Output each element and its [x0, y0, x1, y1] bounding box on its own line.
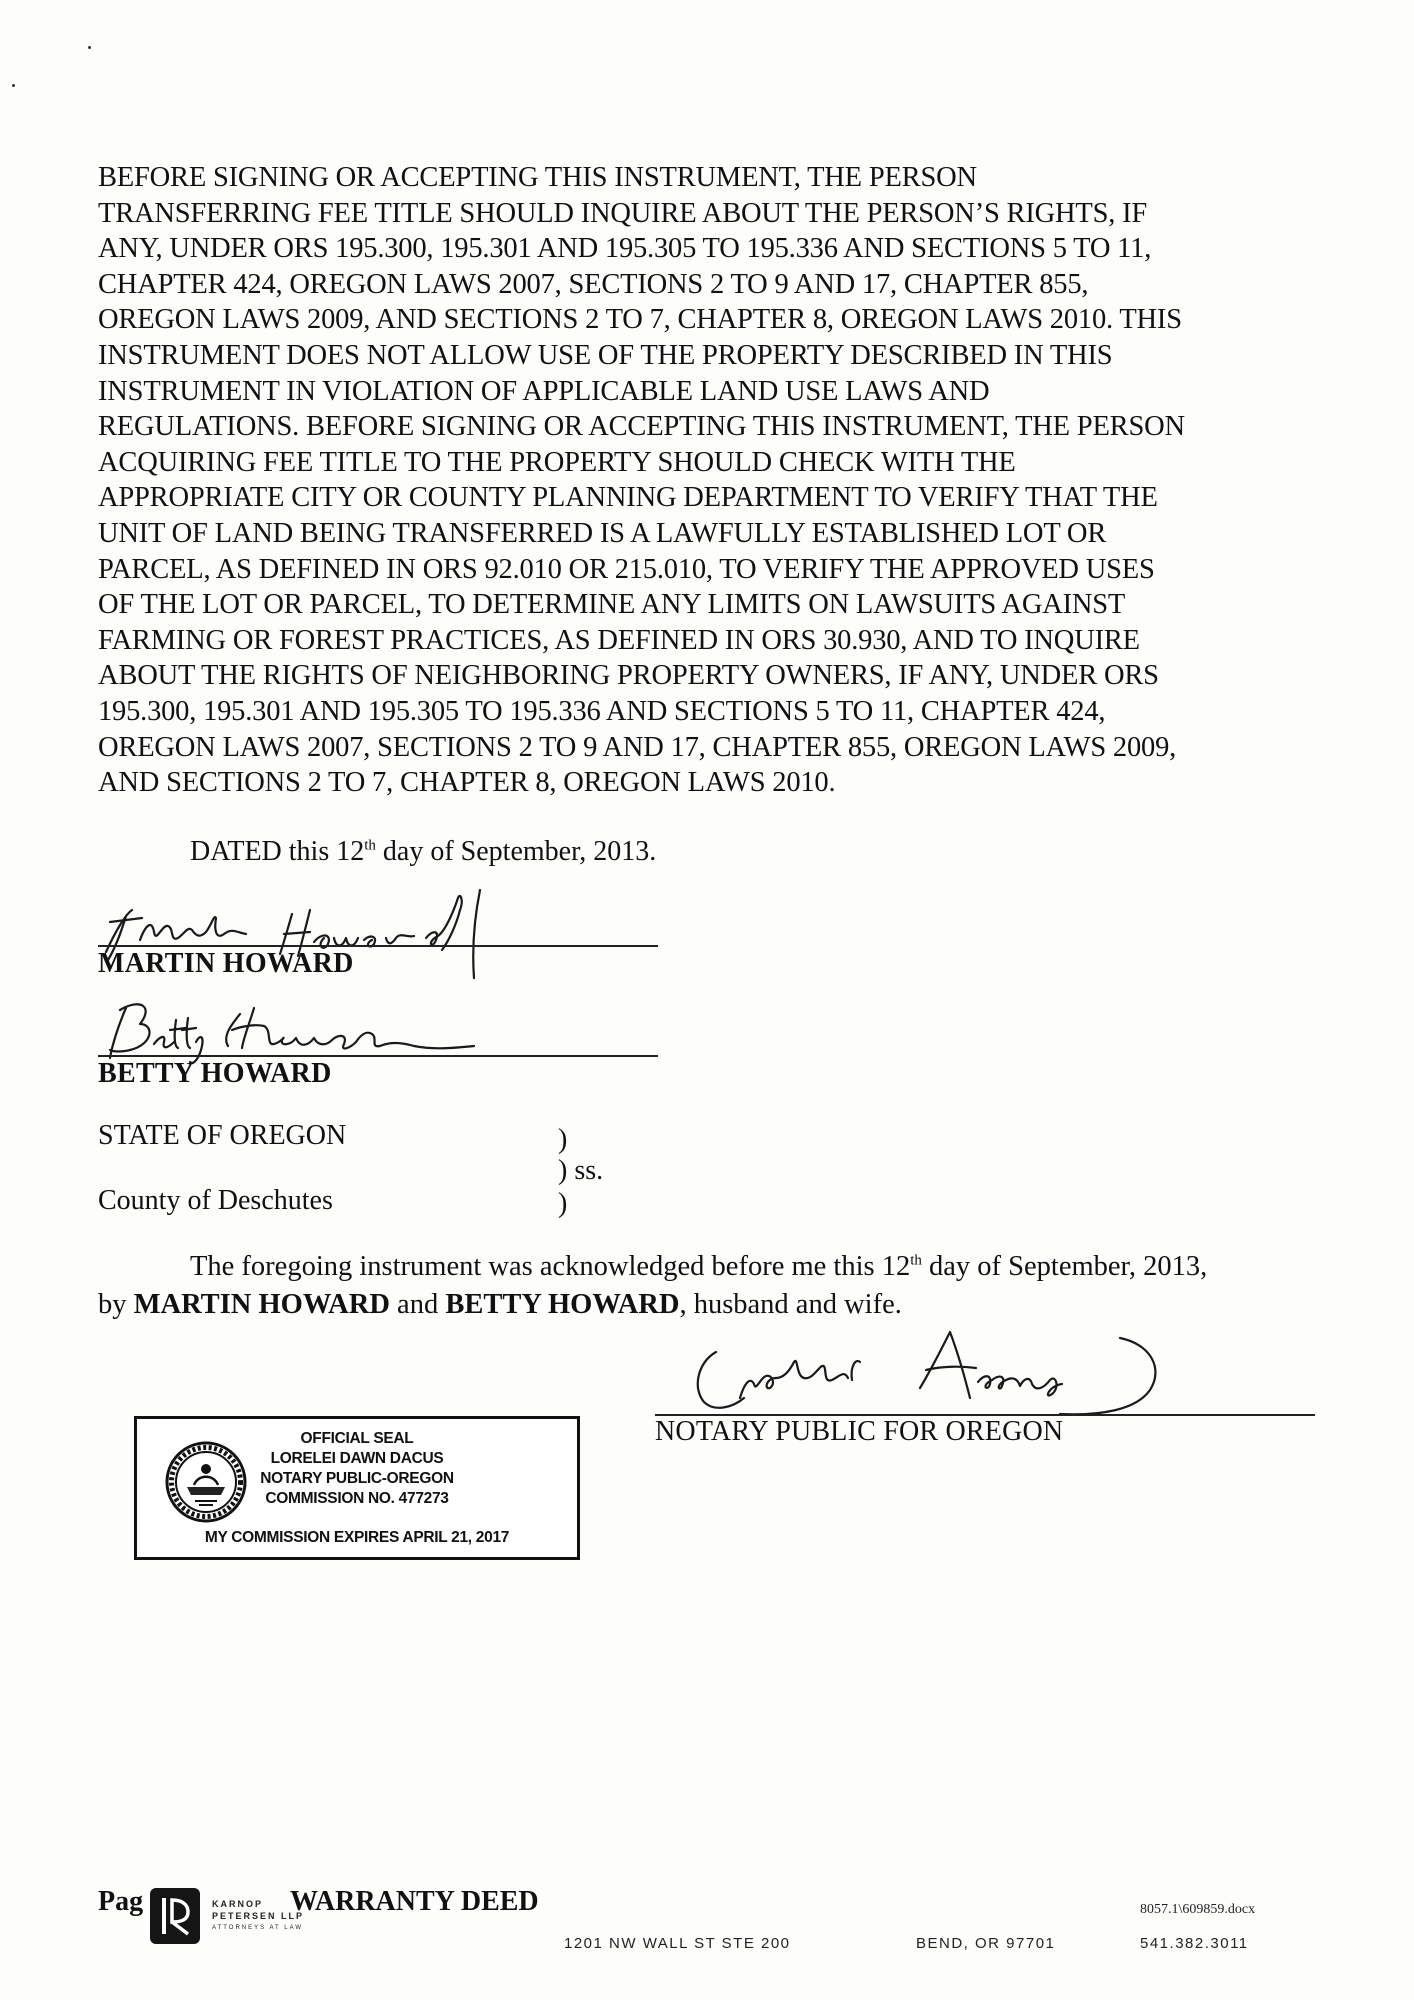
firm-name-line-2: PETERSEN LLP	[212, 1911, 305, 1921]
disclaimer-line: PARCEL, AS DEFINED IN ORS 92.010 OR 215.010, TO VERIFY THE APPROVED USES	[98, 553, 1155, 585]
disclaimer-line: OF THE LOT OR PARCEL, TO DETERMINE ANY LIMITS ON LAWSUITS AGAINST	[98, 589, 1126, 621]
acknowledgment-line-1	[98, 1248, 1328, 1286]
stamp-text-block	[257, 1429, 457, 1509]
disclaimer-line: BEFORE SIGNING OR ACCEPTING THIS INSTRUMENT, THE PERSON	[98, 162, 977, 193]
venue-bracket-top: )	[558, 1124, 568, 1155]
scan-speck	[12, 84, 15, 87]
law-firm-logo-icon	[150, 1888, 200, 1944]
venue-state: STATE OF OREGON	[98, 1120, 347, 1151]
dated-ordinal: th	[364, 837, 376, 854]
ack-name-martin: MARTIN HOWARD	[133, 1289, 390, 1320]
disclaimer-line: UNIT OF LAND BEING TRANSFERRED IS A LAWFULLY ESTABLISHED LOT OR	[98, 517, 1107, 549]
footer-phone: 541.382.3011	[1140, 1935, 1249, 1952]
disclaimer-line: OREGON LAWS 2007, SECTIONS 2 TO 9 AND 17, CHAPTER 855, OREGON LAWS 2009,	[98, 731, 1177, 763]
disclaimer-line: CHAPTER 424, OREGON LAWS 2007, SECTIONS 2 TO 9 AND 17, CHAPTER 855,	[98, 268, 1089, 300]
disclaimer-line: ACQUIRING FEE TITLE TO THE PROPERTY SHOULD CHECK WITH THE	[98, 446, 1016, 478]
disclaimer-line: FARMING OR FOREST PRACTICES, AS DEFINED IN ORS 30.930, AND TO INQUIRE	[98, 624, 1140, 656]
footer-address: 1201 NW WALL ST STE 200	[564, 1935, 791, 1952]
venue-county: County of Deschutes	[98, 1185, 333, 1216]
ack-text: The foregoing instrument was acknowledged before me this 12	[190, 1251, 911, 1282]
firm-tagline: ATTORNEYS AT LAW	[212, 1925, 304, 1931]
footer-file-reference: 8057.1\609859.docx	[1140, 1902, 1256, 1917]
disclaimer-line: APPROPRIATE CITY OR COUNTY PLANNING DEPARTMENT TO VERIFY THAT THE	[98, 482, 1158, 514]
dated-line	[190, 836, 656, 868]
disclaimer-line: OREGON LAWS 2009, AND SECTIONS 2 TO 7, CHAPTER 8, OREGON LAWS 2010. THIS	[98, 304, 1182, 336]
dated-prefix: DATED this 12	[190, 836, 365, 867]
land-use-disclaimer	[98, 160, 1328, 801]
stamp-notary-title: NOTARY PUBLIC-OREGON	[260, 1470, 454, 1487]
ack-tail: , husband and wife.	[679, 1289, 902, 1320]
disclaimer-line: INSTRUMENT DOES NOT ALLOW USE OF THE PROPERTY DESCRIBED IN THIS	[98, 339, 1113, 371]
disclaimer-line: ABOUT THE RIGHTS OF NEIGHBORING PROPERTY OWNERS, IF ANY, UNDER ORS	[98, 660, 1159, 692]
martin-howard-name: MARTIN HOWARD	[98, 948, 354, 979]
scan-speck	[88, 46, 91, 49]
stamp-commission-number: COMMISSION NO. 477273	[265, 1490, 449, 1507]
venue-bracket-bottom: )	[558, 1188, 568, 1219]
disclaimer-line: 195.300, 195.301 AND 195.305 TO 195.336 AND SECTIONS 5 TO 11, CHAPTER 424,	[98, 695, 1106, 727]
venue-bracket-ss: ) ss.	[558, 1155, 604, 1186]
disclaimer-line: AND SECTIONS 2 TO 7, CHAPTER 8, OREGON LAWS 2010.	[98, 767, 836, 799]
disclaimer-line: TRANSFERRING FEE TITLE SHOULD INQUIRE ABOUT THE PERSON’S RIGHTS, IF	[98, 197, 1148, 229]
acknowledgment-paragraph	[98, 1248, 1328, 1324]
firm-name-line-1: KARNOP	[212, 1899, 264, 1909]
betty-howard-name: BETTY HOWARD	[98, 1058, 332, 1089]
stamp-notary-name: LORELEI DAWN DACUS	[270, 1450, 444, 1467]
ack-by: by	[98, 1289, 134, 1320]
notary-official-seal-stamp	[134, 1416, 580, 1560]
martin-signature-line	[98, 945, 658, 947]
state-of-oregon-seal-icon	[165, 1441, 247, 1523]
footer-city: BEND, OR 97701	[916, 1935, 1056, 1952]
ack-name-betty: BETTY HOWARD	[445, 1289, 680, 1320]
ack-and: and	[389, 1289, 446, 1320]
notary-caption: NOTARY PUBLIC FOR OREGON	[655, 1416, 1064, 1447]
notary-signature	[680, 1318, 1200, 1428]
dated-suffix: day of September, 2013.	[375, 836, 657, 867]
disclaimer-line: REGULATIONS. BEFORE SIGNING OR ACCEPTING THIS INSTRUMENT, THE PERSON	[98, 411, 1185, 443]
footer-page-label: Pag	[98, 1886, 144, 1917]
ack-ordinal: th	[910, 1252, 922, 1269]
footer-document-title: WARRANTY DEED	[290, 1886, 539, 1917]
disclaimer-line: ANY, UNDER ORS 195.300, 195.301 AND 195.305 TO 195.336 AND SECTIONS 5 TO 11,	[98, 233, 1152, 265]
disclaimer-line: INSTRUMENT IN VIOLATION OF APPLICABLE LAND USE LAWS AND	[98, 375, 990, 407]
stamp-commission-expiry: MY COMMISSION EXPIRES APRIL 21, 2017	[204, 1529, 510, 1546]
ack-date: day of September, 2013,	[921, 1251, 1208, 1282]
betty-signature-line	[98, 1055, 658, 1057]
stamp-title: OFFICIAL SEAL	[300, 1430, 414, 1447]
